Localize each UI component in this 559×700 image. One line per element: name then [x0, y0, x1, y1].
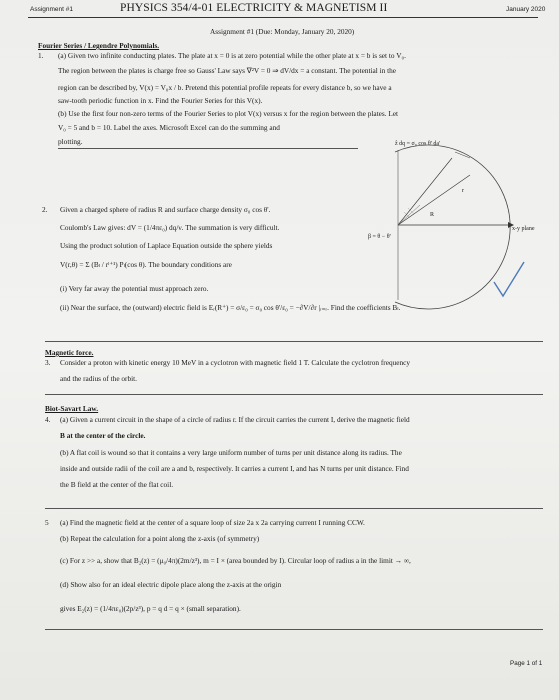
q4-number: 4. — [45, 415, 51, 424]
q5-line: (c) For z >> a, show that B₂(z) = (μ₀/4π)(2m/z³), m = I × (area bounded by I). Circular loop of radius a in the limit → ∞, — [60, 556, 411, 565]
q3-number: 3. — [45, 358, 51, 367]
header-left: Assignment #1 — [30, 6, 73, 13]
q4-line: the B field at the center of the flat coil. — [60, 480, 174, 489]
figure-angle-label: β = θ − θ' — [368, 234, 391, 240]
section-biot: Biot-Savart Law. — [45, 404, 99, 413]
q3-rule — [45, 394, 543, 395]
q2-line: (ii) Near the surface, the (outward) electric field is Eᵣ(R⁺) = σ/ε₀ = σ₀ cos θ'/ε₀ = −∂V/∂r |ᵣ₌ᵣ. Find the coefficients Bₗ. — [60, 303, 401, 312]
q1-line: The region between the plates is charge free so Gauss' Law says ∇²V = 0 ⇒ dV/dx = a constant. The potential in the — [58, 66, 397, 75]
q2-line: V(r,θ) = Σ (Bₗ / rˡ⁺¹) Pₗ(cos θ). The boundary conditions are — [60, 260, 232, 269]
q2-number: 2. — [42, 205, 48, 214]
q1-line: V₀ = 5 and b = 10. Label the axes. Microsoft Excel can do the summing and — [58, 123, 280, 132]
q1-line: (a) Given two infinite conducting plates. The plate at x = 0 is at zero potential while the other plate at x = b is set to V₀. — [58, 51, 406, 60]
section-magnetic: Magnetic force. — [45, 348, 94, 357]
q4-line: (b) A flat coil is wound so that it contains a very large uniform number of turns per unit distance along its radius. The — [60, 448, 402, 457]
page-footer: Page 1 of 1 — [510, 660, 543, 667]
q4-line: (a) Given a current circuit in the shape of a circle of radius r. If the circuit carries the current I, derive the magnetic field — [60, 415, 410, 424]
q4-line: B at the center of the circle. — [60, 431, 146, 440]
q2-rule — [45, 341, 543, 342]
q2-line: Coulomb's Law gives: dV = (1/4πε₀) dq/ν. The summation is very difficult. — [60, 223, 280, 232]
q1-number: 1. — [38, 51, 44, 60]
q1-line: saw-tooth periodic function in x. Find the Fourier Series for this V(x). — [58, 96, 263, 105]
q2-line: (i) Very far away the potential must approach zero. — [60, 284, 209, 293]
assignment-line: Assignment #1 (Due: Monday, January 20, 2020) — [210, 27, 355, 36]
q1-line: (b) Use the first four non-zero terms of the Fourier Series to plot V(x) versus x for the region between the plates. Let — [58, 109, 399, 118]
q1-line: plotting. — [58, 137, 83, 146]
q2-line: Given a charged sphere of radius R and surface charge density σ₀ cos θ'. — [60, 205, 271, 214]
q5-number: 5 — [45, 518, 49, 527]
section-fourier: Fourier Series / Legendre Polynomials. — [38, 41, 160, 50]
q1-line: region can be described by, V(x) = V₀x / b. Pretend this potential profile repeats for every distance b, so we have a — [58, 83, 392, 92]
figure-R-label: R — [430, 212, 435, 218]
figure-plane-label: x-y plane — [512, 226, 535, 232]
q3-line: Consider a proton with kinetic energy 10 MeV in a cyclotron with magnetic field 1 T. Calculate the cyclotron frequency — [60, 358, 411, 367]
q5-line: gives E₂(z) = (1/4πε₀)(2p/z³), p = q d = q × (small separation). — [60, 604, 241, 613]
page-title: PHYSICS 354/4-01 ELECTRICITY & MAGNETISM II — [120, 2, 388, 14]
figure-r-label: r — [462, 188, 464, 194]
q5-line: (d) Show also for an ideal electric dipole place along the z-axis at the origin — [60, 580, 282, 589]
q2-line: Using the product solution of Laplace Equation outside the sphere yields — [60, 241, 273, 250]
q4-rule — [45, 508, 543, 509]
q5-line: (b) Repeat the calculation for a point along the z-axis (of symmetry) — [60, 534, 260, 543]
q5-line: (a) Find the magnetic field at the center of a square loop of size 2a x 2a carrying current I running CCW. — [60, 518, 365, 527]
q3-line: and the radius of the orbit. — [60, 374, 138, 383]
q5-rule — [45, 629, 543, 630]
figure-top-label: ẑ dq = σ₀ cos θ' da' — [395, 141, 441, 147]
header-right: January 2020 — [506, 6, 546, 13]
q4-line: inside and outside radii of the coil are a and b, respectively. It carries a current I, and has N turns per unit distance. Find — [60, 464, 409, 473]
